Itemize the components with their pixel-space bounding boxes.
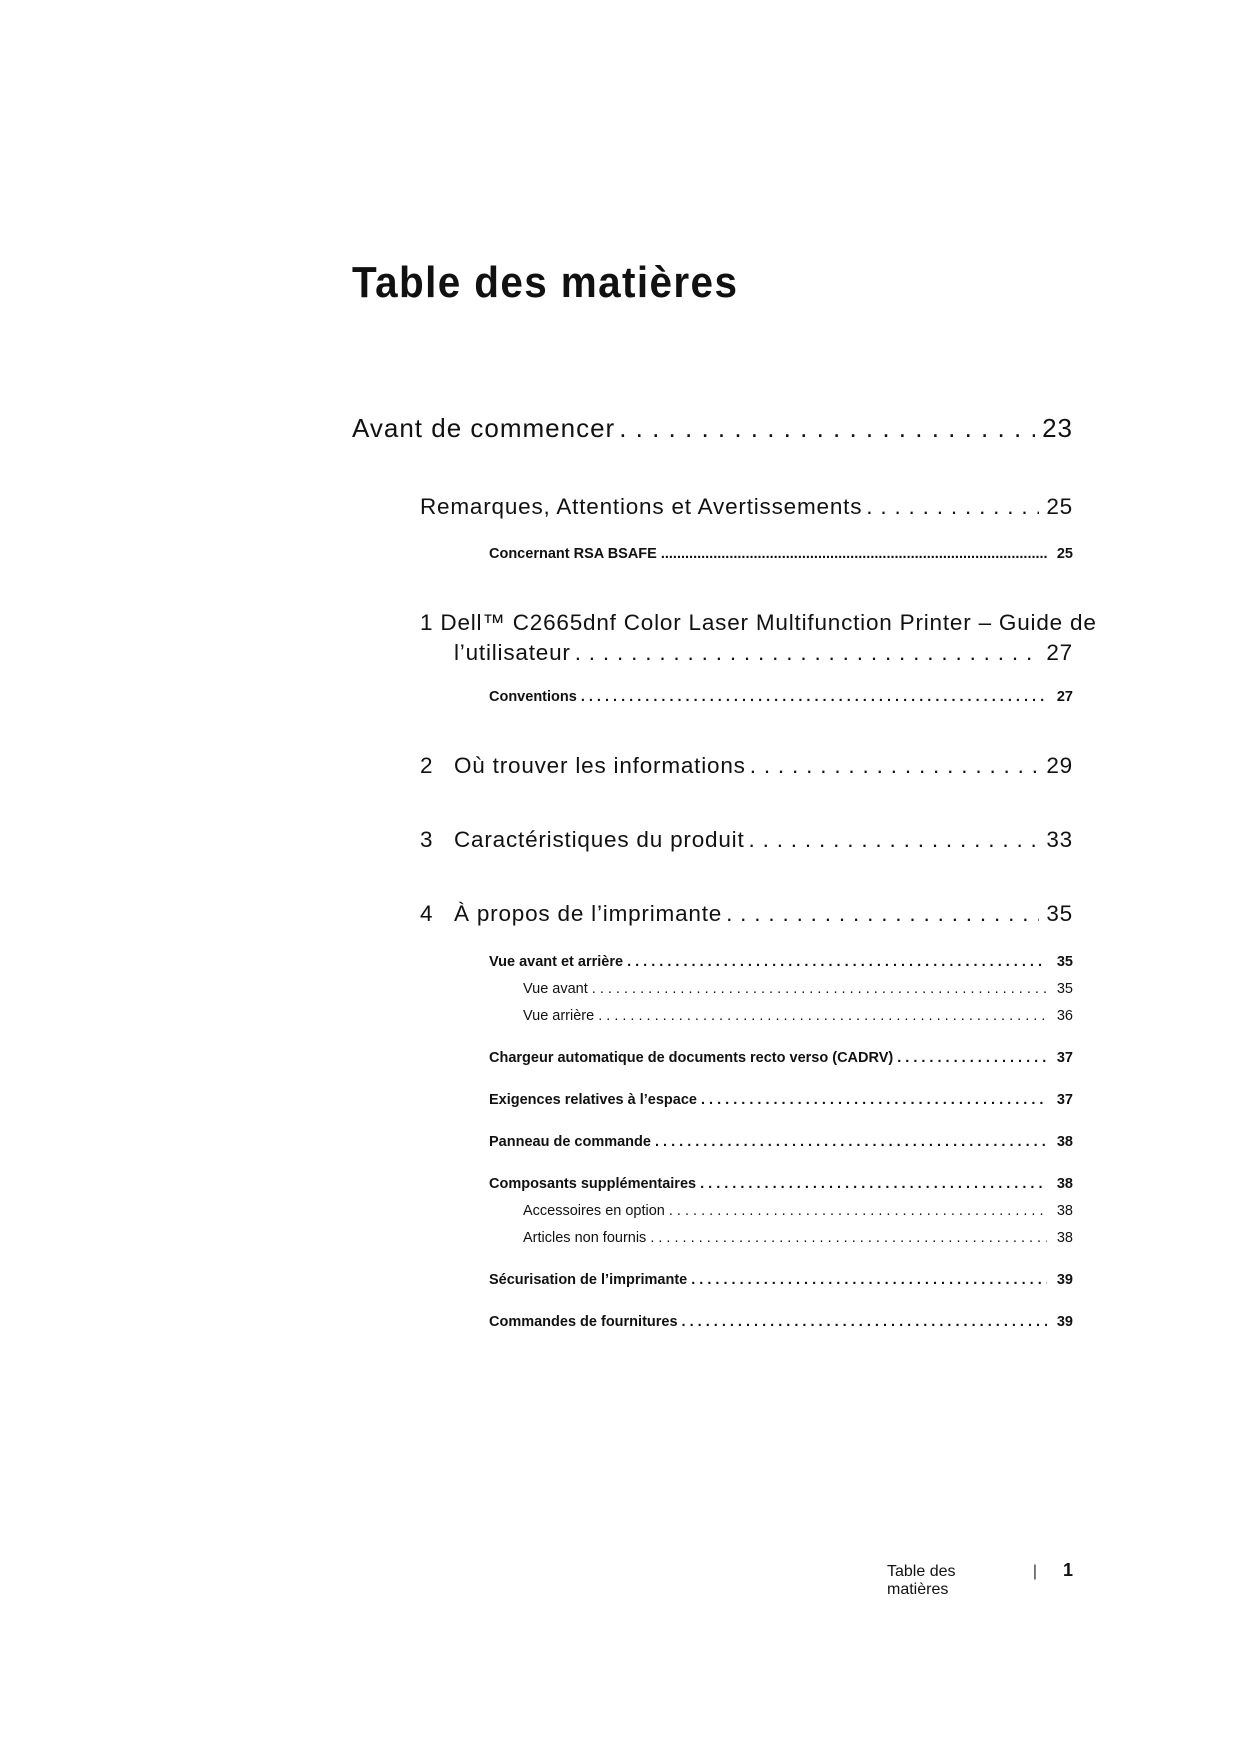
- toc-section-label: Composants supplémentaires: [489, 1176, 697, 1192]
- toc-chapter-number: 3: [420, 827, 434, 852]
- dot-leader: [598, 1008, 1047, 1024]
- toc-chapter-label: À propos de l’imprimante: [454, 901, 723, 926]
- footer-separator: |: [1032, 1563, 1037, 1580]
- toc-page-number: 27: [1046, 640, 1073, 665]
- dot-leader: [866, 494, 1039, 520]
- toc-subsection-entry[interactable]: [523, 981, 1073, 997]
- toc-chapter-entry[interactable]: [420, 753, 1073, 779]
- toc-part-label: Avant de commencer: [352, 413, 616, 443]
- dot-leader: [750, 753, 1039, 779]
- toc-chapter-label: Caractéristiques du produit: [454, 827, 745, 852]
- toc-page-number: 29: [1046, 753, 1073, 778]
- dot-leader: [650, 1230, 1047, 1246]
- toc-chapter-label-line2: l’utilisateur: [454, 640, 571, 665]
- toc-section-entry[interactable]: [489, 1314, 1073, 1330]
- dot-leader: [655, 1134, 1047, 1150]
- dot-leader: [700, 1176, 1047, 1192]
- toc-subsection-label: Articles non fournis: [523, 1230, 647, 1246]
- toc-subsection-entry[interactable]: [523, 1008, 1073, 1024]
- toc-section-entry[interactable]: [489, 1272, 1073, 1288]
- dot-leader: [592, 981, 1047, 997]
- toc-page-number: 35: [1056, 981, 1073, 997]
- toc-section-label: Vue avant et arrière: [489, 954, 624, 970]
- toc-chapter-label: Remarques, Attentions et Avertissements: [420, 494, 863, 519]
- toc-page-number: 39: [1056, 1272, 1073, 1288]
- toc-section-label: Sécurisation de l’imprimante: [489, 1272, 688, 1288]
- toc-subsection-label: Accessoires en option: [523, 1203, 665, 1219]
- dot-leader: [575, 640, 1039, 666]
- page-title: Table des matières: [352, 258, 739, 307]
- toc-subsection-label: Vue avant: [523, 981, 588, 997]
- toc-section-label: Conventions: [489, 689, 577, 705]
- dot-leader: [682, 1314, 1047, 1330]
- toc-section-label: Chargeur automatique de documents recto verso (CADRV): [489, 1050, 894, 1066]
- toc-section-entry[interactable]: [489, 954, 1073, 970]
- toc-chapter-number: 4: [420, 901, 434, 926]
- toc-chapter-label: Où trouver les informations: [454, 753, 746, 778]
- toc-chapter-entry[interactable]: [420, 827, 1073, 853]
- toc-page-number: 38: [1056, 1134, 1073, 1150]
- toc-page-number: 33: [1046, 827, 1073, 852]
- toc-chapter-entry[interactable]: [420, 610, 1097, 666]
- toc-page-number: 23: [1042, 413, 1073, 443]
- toc-page-number: 35: [1056, 954, 1073, 970]
- toc-section-entry[interactable]: [489, 1092, 1073, 1108]
- toc-section-entry[interactable]: [489, 546, 1073, 562]
- toc-section-label: Panneau de commande: [489, 1134, 651, 1150]
- dot-leader: [749, 827, 1040, 853]
- toc-part-entry[interactable]: [352, 413, 1073, 444]
- dot-leader: [701, 1092, 1047, 1108]
- toc-section-label: Concernant RSA BSAFE: [489, 546, 657, 562]
- toc-page-number: 39: [1056, 1314, 1073, 1330]
- dot-leader: [691, 1272, 1047, 1288]
- toc-subsection-entry[interactable]: [523, 1230, 1073, 1246]
- footer-page-number: 1: [1062, 1560, 1073, 1580]
- dot-leader: [726, 901, 1039, 927]
- toc-page-number: 37: [1056, 1092, 1073, 1108]
- toc-subsection-entry[interactable]: [523, 1203, 1073, 1219]
- footer-running-title: Table des matières: [887, 1563, 956, 1598]
- toc-chapter-entry[interactable]: [420, 494, 1073, 520]
- dot-leader: [661, 546, 1047, 562]
- dot-leader: [897, 1050, 1047, 1066]
- toc-chapter-label-line1: Dell™ C2665dnf Color Laser Multifunction Printer – Guide de: [440, 610, 1097, 635]
- toc-page-number: 38: [1056, 1176, 1073, 1192]
- toc-section-label: Commandes de fournitures: [489, 1314, 678, 1330]
- toc-page-number: 38: [1056, 1230, 1073, 1246]
- toc-section-entry[interactable]: [489, 1050, 1073, 1066]
- toc-page-number: 38: [1056, 1203, 1073, 1219]
- toc-page-number: 35: [1046, 901, 1073, 926]
- toc-page-number: 27: [1056, 689, 1073, 705]
- page-footer: [887, 1560, 1073, 1599]
- toc-section-label: Exigences relatives à l’espace: [489, 1092, 697, 1108]
- toc-section-entry[interactable]: [489, 1134, 1073, 1150]
- toc-section-entry[interactable]: [489, 689, 1073, 705]
- toc-page-number: 25: [1056, 546, 1073, 562]
- toc-page-number: 36: [1056, 1008, 1073, 1024]
- toc-chapter-number: 1: [420, 610, 434, 635]
- toc-subsection-label: Vue arrière: [523, 1008, 595, 1024]
- toc-chapter-number: 2: [420, 753, 434, 778]
- dot-leader: [581, 689, 1047, 705]
- toc-section-entry[interactable]: [489, 1176, 1073, 1192]
- toc-page-number: 37: [1056, 1050, 1073, 1066]
- dot-leader: [669, 1203, 1047, 1219]
- toc-page-number: 25: [1046, 494, 1073, 519]
- dot-leader: [619, 413, 1035, 444]
- toc-chapter-entry[interactable]: [420, 901, 1073, 927]
- dot-leader: [627, 954, 1047, 970]
